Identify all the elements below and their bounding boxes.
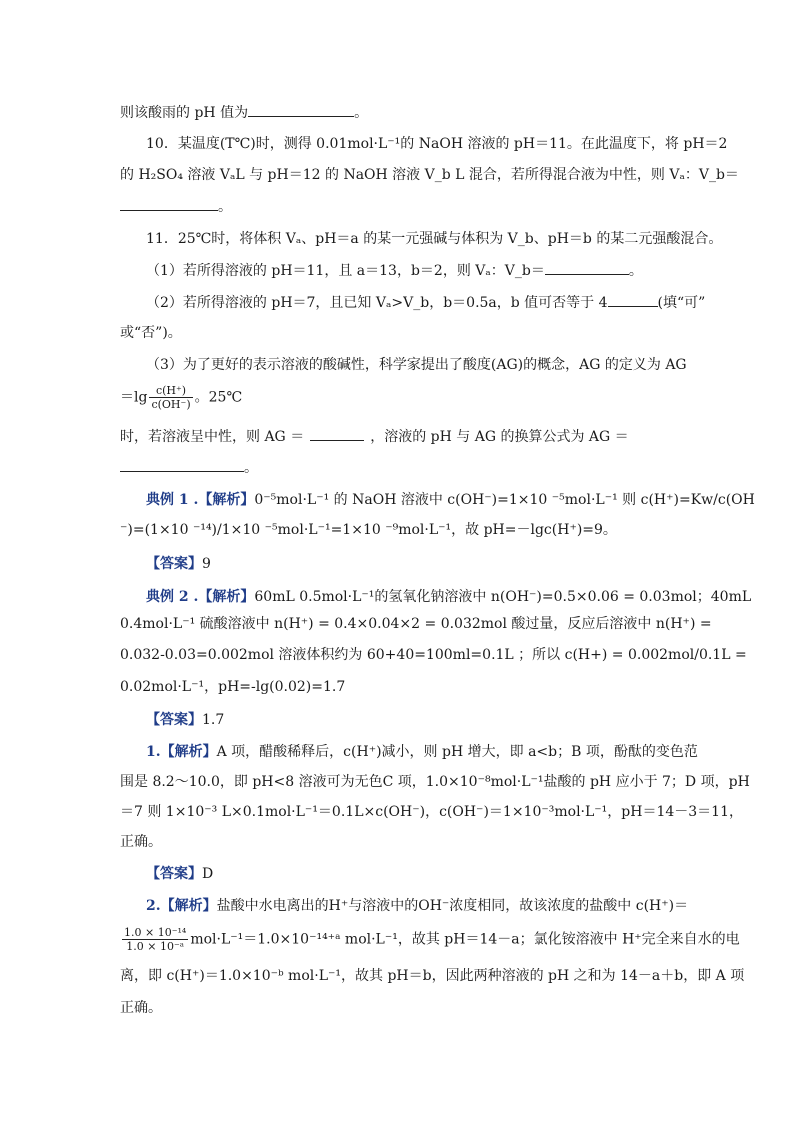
answer-blank [120,457,244,472]
problem-2-analysis-cont: 正确。 [120,1000,162,1016]
example-2-analysis: 典例 2 .【解析】60mL 0.5mol·L⁻¹的氢氧化钠溶液中 n(OH⁻)=0.5×0.06 = 0.03mol；40mL [146,589,752,605]
answer-blank [608,292,658,307]
example-1-analysis-cont: ⁻)=(1×10 ⁻¹⁴)/1×10 ⁻⁵mol·L⁻¹=1×10 ⁻⁹mol·L⁻¹，故 pH=－lgc(H⁺)=9。 [120,522,617,538]
example-1-answer: 【答案】9 [146,556,211,572]
question-10-line-1: 10．某温度(T℃)时，测得 0.01mol·L⁻¹的 NaOH 溶液的 pH＝11。在此温度下，将 pH＝2 [146,136,728,152]
problem-1-analysis: 1.【解析】A 项，醋酸稀释后，c(H⁺)减小，则 pH 增大，即 a<b；B 项，酚酞的变色范 [146,744,698,760]
answer-blank [310,426,364,441]
problem-2-analysis-cont: 离，即 c(H⁺)＝1.0×10⁻ᵇ mol·L⁻¹，故其 pH＝b，因此两种溶液的 pH 之和为 14－a＋b，即 A 项 [120,968,745,984]
example-2-analysis-cont: 0.02mol·L⁻¹，pH=-lg(0.02)=1.7 [120,679,346,695]
question-11-part-3-cont: 时，若溶液呈中性，则 AG ＝ ，溶液的 pH 与 AG 的换算公式为 AG ＝ [120,426,629,447]
answer-blank [248,102,354,117]
concentration-fraction: $\frac{\text{1.0 × 10⁻¹⁴}}{\text{1.0 × 10⁻ᵃ}}$ [124,926,187,953]
problem-2-analysis-cont: $\frac{\text{1.0 × 10⁻¹⁴}}{\text{1.0 × 10⁻ᵃ}}$ mol·L⁻¹＝1.0×10⁻¹⁴⁺ᵃ mol·L⁻¹，故其 pH＝14－a；氯化铵溶液中 H⁺完全来自水的电 [124,926,740,953]
question-10-line-3: 。 [120,196,232,217]
ag-fraction: $\frac{c(H^+)}{c(OH^-)}$ [151,384,191,411]
question-11-part-3: （3）为了更好的表示溶液的酸碱性，科学家提出了酸度(AG)的概念，AG 的定义为 AG [146,357,687,373]
question-11-stem: 11．25℃时，将体积 Vₐ、pH＝a 的某一元强碱与体积为 V_b、pH＝b 的某二元强酸混合。 [146,231,723,247]
text-line: 则该酸雨的 pH 值为 。 [120,102,368,123]
problem-1-analysis-cont: ＝7 则 1×10⁻³ L×0.1mol·L⁻¹＝0.1L×c(OH⁻)，c(OH⁻)＝1×10⁻³mol·L⁻¹，pH＝14－3＝11， [120,804,743,820]
question-10-line-2: 的 H₂SO₄ 溶液 VₐL 与 pH＝12 的 NaOH 溶液 V_b L 混合，若所得混合液为中性，则 Vₐ：V_b＝ [120,167,739,183]
question-11-part-3-end: 。 [120,457,258,478]
problem-1-analysis-cont: 围是 8.2～10.0，即 pH<8 溶液可为无色C 项，1.0×10⁻⁸mol·L⁻¹盐酸的 pH 应小于 7；D 项，pH [120,774,750,790]
question-11-part-2: （2）若所得溶液的 pH＝7，且已知 Vₐ>V_b，b＝0.5a，b 值可否等于 4 (填“可” [146,292,705,313]
question-11-part-2-cont: 或“否”)。 [120,325,182,341]
question-11-part-1: （1）若所得溶液的 pH＝11，且 a＝13，b＝2，则 Vₐ：V_b＝ 。 [146,260,643,281]
example-2-analysis-cont: 0.032-0.03=0.002mol 溶液体积约为 60+40=100ml=0.1L ；所以 c(H+) = 0.002mol/0.1L = [120,647,747,663]
answer-blank [120,196,218,211]
example-2-answer: 【答案】1.7 [146,712,225,728]
answer-blank [545,260,629,275]
problem-1-analysis-cont: 正确。 [120,834,162,850]
example-2-analysis-cont: 0.4mol·L⁻¹ 硫酸溶液中 n(H⁺) = 0.4×0.04×2 = 0.032mol 酸过量，反应后溶液中 n(H⁺) = [120,616,712,632]
problem-1-answer: 【答案】D [146,866,214,882]
example-1-analysis: 典例 1 .【解析】0⁻⁵mol·L⁻¹ 的 NaOH 溶液中 c(OH⁻)=1×10 ⁻⁵mol·L⁻¹ 则 c(H⁺)=Kw/c(OH [146,492,755,508]
question-11-formula-line: ＝lg $\frac{c(H^+)}{c(OH^-)}$ 。25℃ [120,384,243,411]
problem-2-analysis: 2.【解析】盐酸中水电离出的H⁺与溶液中的OH⁻浓度相同，故该浓度的盐酸中 c(H⁺)＝ [146,898,689,914]
